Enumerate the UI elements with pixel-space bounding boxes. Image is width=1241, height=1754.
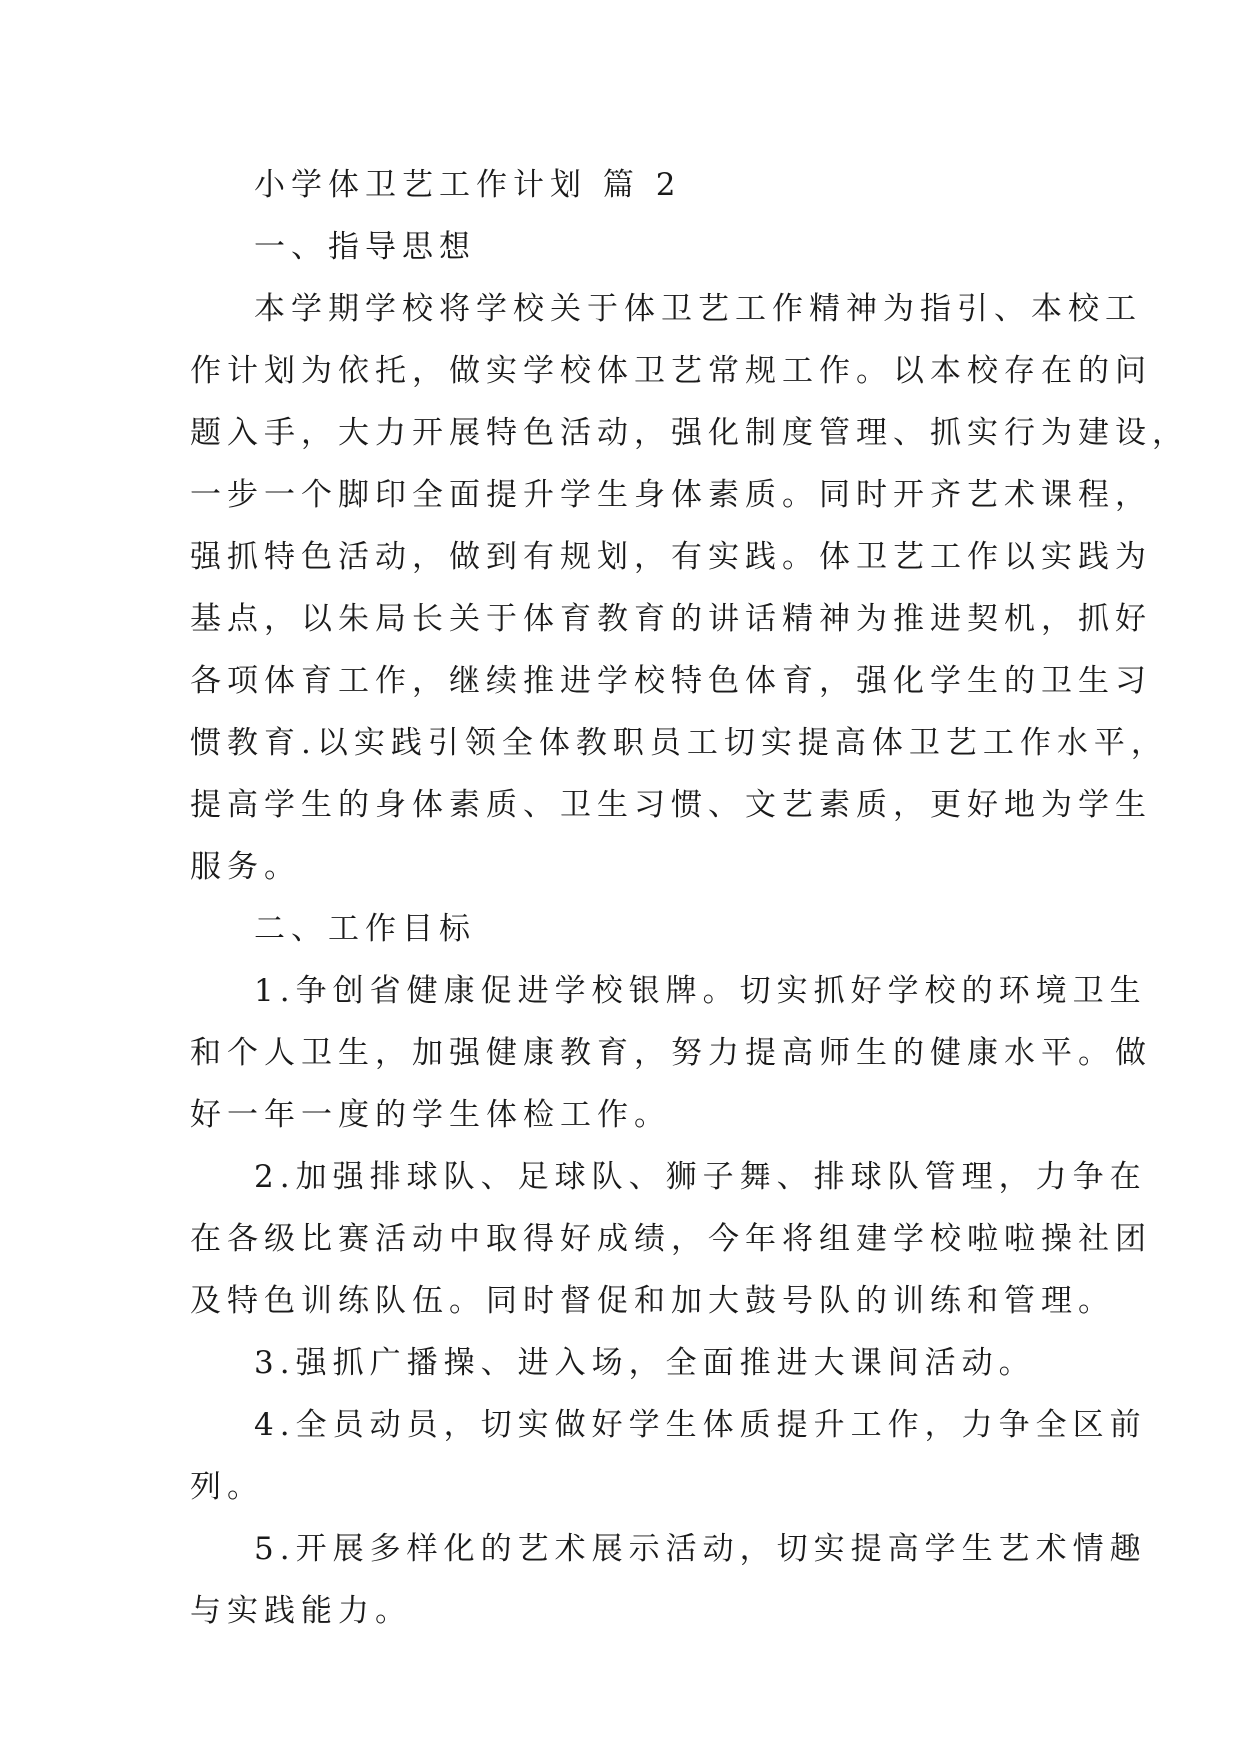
text-line: 在各级比赛活动中取得好成绩，今年将组建学校啦啦操社团	[190, 1221, 1152, 1257]
text-line: 各项体育工作，继续推进学校特色体育，强化学生的卫生习	[190, 663, 1152, 699]
goal-item-5	[190, 1518, 1147, 1642]
text-line: 题入手，大力开展特色活动，强化制度管理、抓实行为建设，	[190, 415, 1189, 451]
text-line: 3.强抓广播操、进入场，全面推进大课间活动。	[254, 1345, 1036, 1381]
text-line: 惯教育.以实践引领全体教职员工切实提高体卫艺工作水平，	[190, 725, 1168, 761]
text-line: 4.全员动员，切实做好学生体质提升工作，力争全区前	[254, 1407, 1147, 1443]
document-page	[190, 154, 1189, 1642]
goal-item-4	[190, 1394, 1147, 1518]
text-line: 与实践能力。	[190, 1593, 412, 1629]
text-line: 本学期学校将学校关于体卫艺工作精神为指引、本校工	[254, 291, 1142, 327]
text-line: 强抓特色活动，做到有规划，有实践。体卫艺工作以实践为	[190, 539, 1152, 575]
text-line: 列。	[190, 1469, 264, 1505]
goal-item-3	[190, 1332, 1052, 1394]
text-line: 一步一个脚印全面提升学生身体素质。同时开齐艺术课程，	[190, 477, 1152, 513]
text-line: 作计划为依托，做实学校体卫艺常规工作。以本校存在的问	[190, 353, 1152, 389]
text-line: 及特色训练队伍。同时督促和加大鼓号队的训练和管理。	[190, 1283, 1115, 1319]
text-line: 基点，以朱局长关于体育教育的讲话精神为推进契机，抓好	[190, 601, 1152, 637]
text-line: 1.争创省健康促进学校银牌。切实抓好学校的环境卫生	[254, 973, 1147, 1009]
goal-item-2	[190, 1146, 1152, 1332]
section-heading-work-goals: 二、工作目标	[254, 911, 476, 947]
text-line: 好一年一度的学生体检工作。	[190, 1097, 671, 1133]
text-line: 服务。	[190, 849, 301, 885]
section-heading-guiding-ideology: 一、指导思想	[254, 229, 476, 265]
text-line: 提高学生的身体素质、卫生习惯、文艺素质，更好地为学生	[190, 787, 1152, 823]
text-line: 5.开展多样化的艺术展示活动，切实提高学生艺术情趣	[254, 1531, 1147, 1567]
document-title: 小学体卫艺工作计划 篇 2	[254, 167, 682, 203]
text-line: 2.加强排球队、足球队、狮子舞、排球队管理，力争在	[254, 1159, 1147, 1195]
text-line: 和个人卫生，加强健康教育，努力提高师生的健康水平。做	[190, 1035, 1152, 1071]
goal-item-1	[190, 960, 1152, 1146]
paragraph-guiding-ideology	[190, 278, 1189, 898]
